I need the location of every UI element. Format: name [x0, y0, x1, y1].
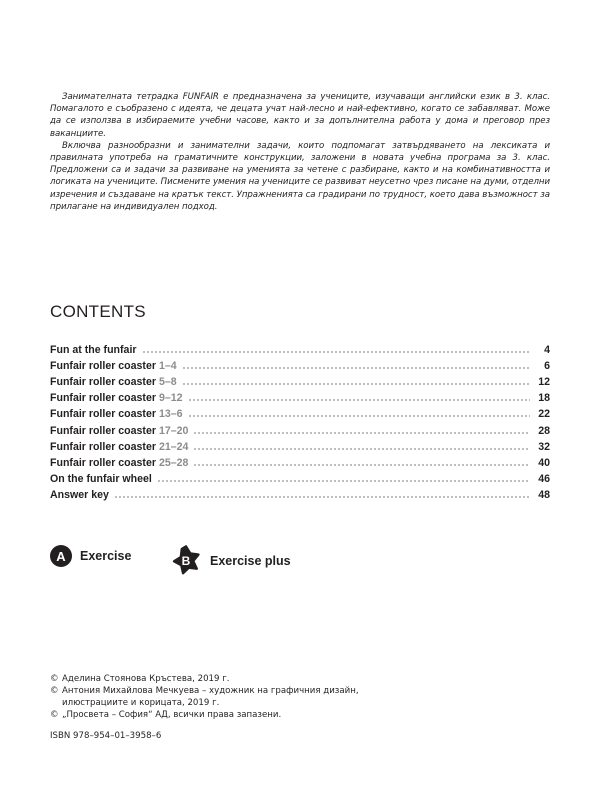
toc-row — [50, 439, 550, 455]
toc-page-number: 28 — [538, 424, 550, 437]
legend-exercise-plus — [170, 545, 291, 577]
toc-range: 13–6 — [158, 408, 183, 421]
toc-leader-dots — [188, 399, 530, 401]
toc-title: Funfair roller coaster — [50, 376, 156, 389]
toc-page-number: 18 — [538, 392, 550, 405]
legend-exercise-plus-label: Exercise plus — [210, 554, 291, 568]
toc-page-number: 48 — [538, 488, 550, 501]
toc-leader-dots — [182, 367, 530, 369]
copyright-text: Антония Михайлова Мечкуева – художник на графичния дизайн, — [62, 686, 359, 696]
copyright-symbol: © — [50, 710, 59, 720]
toc-row — [50, 471, 550, 487]
copyright-symbol: © — [50, 674, 59, 684]
copyright-text-continued: илюстрациите и корицата, 2019 г. — [62, 698, 220, 708]
table-of-contents — [50, 342, 550, 503]
toc-row — [50, 406, 550, 422]
isbn: ISBN 978–954–01–3958–6 — [50, 731, 162, 741]
toc-row — [50, 455, 550, 471]
toc-title: Funfair roller coaster — [50, 424, 156, 437]
contents-heading: CONTENTS — [50, 302, 146, 321]
intro-text — [50, 91, 550, 213]
copyright-block — [50, 673, 359, 721]
toc-row — [50, 422, 550, 438]
toc-row — [50, 390, 550, 406]
toc-leader-dots — [114, 496, 530, 498]
toc-title: Funfair roller coaster — [50, 360, 156, 373]
intro-paragraph-1: Занимателната тетрадка FUNFAIR е предназначена за учениците, изучаващи английски език в 3. клас. Помагалото е съобразено с идеята, че децата учат най-лесно и най-ефективно, когато се забавляват. Може да се използва в избираемите учебни часове, както и за допълнителна работа у дома и преговор през ваканциите. — [50, 92, 550, 139]
toc-leader-dots — [182, 383, 530, 385]
toc-title: Funfair roller coaster — [50, 456, 156, 469]
toc-page-number: 32 — [538, 440, 550, 453]
copyright-line — [50, 673, 359, 685]
toc-leader-dots — [193, 432, 530, 434]
toc-title: Funfair roller coaster — [50, 408, 156, 421]
star-letter: B — [181, 554, 191, 568]
copyright-symbol: © — [50, 686, 59, 696]
toc-page-number: 22 — [538, 408, 550, 421]
toc-page-number: 12 — [538, 376, 550, 389]
legend-exercise — [50, 545, 131, 567]
toc-leader-dots — [193, 448, 530, 450]
toc-title: On the funfair wheel — [50, 472, 152, 485]
toc-range: 5–8 — [158, 376, 177, 389]
toc-range: 1–4 — [158, 360, 177, 373]
circle-a-icon: A — [50, 545, 72, 567]
toc-page-number: 6 — [544, 360, 550, 373]
toc-row — [50, 374, 550, 390]
toc-leader-dots — [193, 464, 530, 466]
toc-range: 17–20 — [158, 424, 189, 437]
toc-row — [50, 487, 550, 503]
star-b-icon — [170, 545, 202, 577]
toc-page-number: 46 — [538, 472, 550, 485]
copyright-line — [50, 709, 359, 721]
toc-leader-dots — [157, 480, 530, 482]
toc-row — [50, 342, 550, 358]
copyright-text: „Просвета – София“ АД, всички права запазени. — [62, 710, 282, 720]
toc-range: 21–24 — [158, 440, 189, 453]
toc-leader-dots — [188, 415, 530, 417]
toc-title: Funfair roller coaster — [50, 440, 156, 453]
copyright-line — [50, 685, 359, 697]
toc-page-number: 40 — [538, 456, 550, 469]
toc-page-number: 4 — [544, 344, 550, 357]
toc-title: Answer key — [50, 488, 109, 501]
toc-range: 25–28 — [158, 456, 189, 469]
legend — [50, 545, 350, 575]
toc-row — [50, 358, 550, 374]
toc-range: 9–12 — [158, 392, 183, 405]
intro-paragraph-2: Включва разнообразни и занимателни задачи, които подпомагат затвърдяването на лексиката и правилната употреба на граматичните конструкции, заложени в новата учебна програма за 3. клас. Предложени са и задачи за развиване на уменията за четене с разбиране, както и на комбинативността и логиката на учениците. Писмените умения на учениците се развиват неусетно чрез писане на думи, отделни изречения и създаване на кратък текст. Упражненията са градирани по трудност, което дава възможност за прилагане на индивидуален подход. — [50, 140, 550, 212]
toc-leader-dots — [142, 351, 530, 353]
toc-title: Fun at the funfair — [50, 344, 137, 357]
legend-exercise-label: Exercise — [80, 549, 132, 563]
copyright-text: Аделина Стоянова Кръстева, 2019 г. — [62, 674, 230, 684]
toc-title: Funfair roller coaster — [50, 392, 156, 405]
